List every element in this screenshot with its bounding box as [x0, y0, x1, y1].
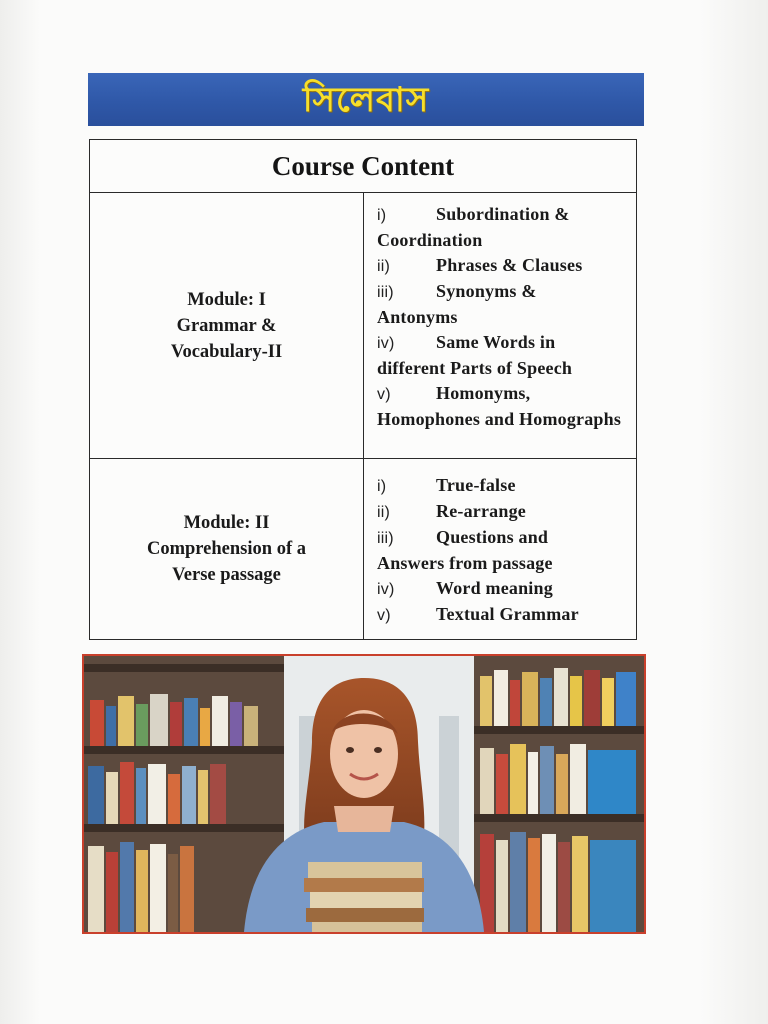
- topic-item: [377, 602, 636, 628]
- topic-item: [377, 202, 636, 228]
- topic-text: Same Words in: [436, 332, 556, 352]
- topic-text: True-false: [436, 475, 516, 495]
- topic-number: v): [377, 607, 391, 624]
- topic-text: Subordination &: [436, 204, 570, 224]
- topic-continuation: Antonyms: [377, 307, 458, 327]
- topic-continuation: Answers from passage: [377, 553, 553, 573]
- module-label: Module: II: [183, 513, 270, 533]
- topic-item: [377, 279, 636, 305]
- topic-number: iv): [377, 581, 395, 598]
- module-topics-cell: [364, 193, 636, 458]
- banner-title: সিলেবাস: [302, 79, 430, 120]
- topic-number: i): [377, 207, 387, 224]
- module-row: [90, 193, 636, 459]
- module-title-line: Vocabulary-II: [170, 341, 283, 362]
- topic-text: Homonyms,: [436, 383, 531, 403]
- course-content-table: [89, 139, 637, 640]
- table-title: Course Content: [271, 150, 455, 181]
- topic-text: Questions and: [436, 527, 549, 547]
- module-name-cell: [90, 193, 364, 458]
- topic-number: iii): [377, 284, 394, 301]
- topic-text: Synonyms &: [436, 281, 537, 301]
- module-topics-cell: [364, 459, 636, 639]
- topic-item: [377, 525, 636, 551]
- module-name-cell: [90, 459, 364, 639]
- topic-item: [377, 473, 636, 499]
- topic-item: [377, 330, 636, 356]
- topic-text: Textual Grammar: [436, 604, 579, 624]
- topic-item: [377, 576, 636, 602]
- topic-number: iii): [377, 530, 394, 547]
- topic-continuation: different Parts of Speech: [377, 358, 573, 378]
- module-row: [90, 459, 636, 639]
- module-title-line: Verse passage: [172, 565, 281, 585]
- topic-continuation: Coordination: [377, 230, 483, 250]
- module-title-line: Comprehension of a: [147, 539, 306, 559]
- topic-number: ii): [377, 258, 391, 275]
- topic-number: iv): [377, 335, 395, 352]
- topic-continuation: Homophones and Homographs: [377, 409, 622, 429]
- library-student-photo: [82, 654, 646, 934]
- topic-text: Phrases & Clauses: [436, 255, 583, 275]
- syllabus-banner: [88, 73, 644, 126]
- photo-illustration: [84, 656, 644, 932]
- topic-item: [377, 499, 636, 525]
- topic-number: i): [377, 478, 387, 495]
- topic-number: v): [377, 386, 391, 403]
- topic-item: [377, 253, 636, 279]
- topic-number: ii): [377, 504, 391, 521]
- topic-item: [377, 381, 636, 407]
- module-title-line: Grammar &: [176, 315, 277, 336]
- topic-text: Word meaning: [436, 578, 553, 598]
- topic-text: Re-arrange: [436, 501, 526, 521]
- table-header: [90, 140, 636, 193]
- module-label: Module: I: [187, 289, 266, 310]
